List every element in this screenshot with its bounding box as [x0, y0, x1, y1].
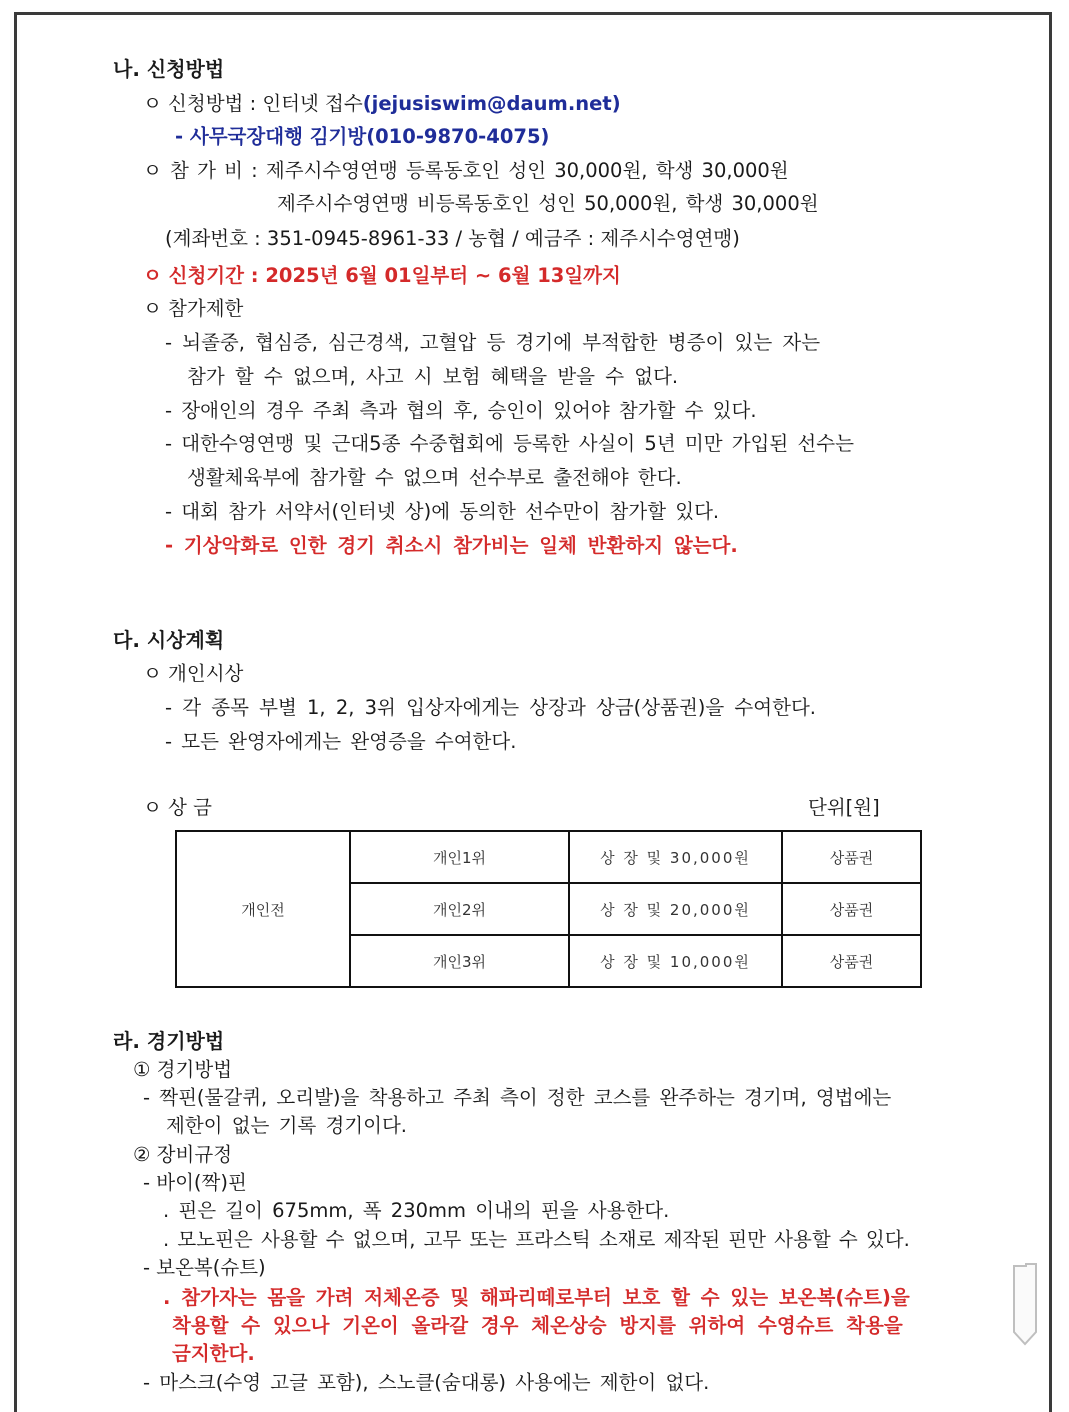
prize-type: 상품권	[782, 883, 921, 935]
fin-title: - 바이(짝)핀	[143, 1171, 247, 1194]
prize-rank: 개인1위	[350, 831, 569, 883]
suit-title: - 보온복(슈트)	[143, 1256, 266, 1279]
application-method-label: ㅇ 신청방법 : 인터넷 접수	[143, 92, 363, 115]
application-contact: - 사무국장대행 김기방(010-9870-4075)	[175, 125, 550, 148]
restriction-title: ㅇ 참가제한	[143, 297, 244, 320]
restriction-1b: 참가 할 수 없으며, 사고 시 보험 혜택을 받을 수 없다.	[187, 365, 679, 388]
prize-rank: 개인3위	[350, 935, 569, 987]
individual-award-title: ㅇ 개인시상	[143, 662, 244, 685]
section-title-awards: 다. 시상계획	[113, 628, 225, 652]
fin-rule-1: . 핀은 길이 675mm, 폭 230mm 이내의 핀을 사용한다.	[163, 1199, 670, 1222]
restriction-3b: 생활체육부에 참가할 수 없으며 선수부로 출전해야 한다.	[187, 466, 682, 489]
bookmark-scroll-icon[interactable]	[1012, 1262, 1038, 1346]
individual-award-1: - 각 종목 부별 1, 2, 3위 입상자에게는 상장과 상금(상품권)을 수여한다.	[165, 696, 816, 719]
application-email: (jejusiswim@daum.net)	[362, 92, 621, 115]
prize-award: 상 장 및 30,000원	[569, 831, 782, 883]
prize-type: 상품권	[782, 935, 921, 987]
section-title-application: 나. 신청방법	[113, 57, 225, 81]
application-period: ㅇ 신청기간 : 2025년 6월 01일부터 ~ 6월 13일까지	[143, 264, 621, 287]
fee-line-2: 제주시수영연맹 비등록동호인 성인 50,000원, 학생 30,000원	[277, 192, 819, 215]
restriction-3a: - 대한수영연맹 및 근대5종 수중협회에 등록한 사실이 5년 미만 가입된 선수는	[165, 432, 854, 455]
individual-award-2: - 모든 완영자에게는 완영증을 수여한다.	[165, 730, 517, 753]
fee-line-1: ㅇ 참 가 비 : 제주시수영연맹 등록동호인 성인 30,000원, 학생 30,000원	[143, 159, 789, 182]
restriction-1a: - 뇌졸중, 협심증, 심근경색, 고혈압 등 경기에 부적합한 병증이 있는 자는	[165, 331, 821, 354]
restriction-5: - 기상악화로 인한 경기 취소시 참가비는 일체 반환하지 않는다.	[165, 534, 738, 557]
prize-rank: 개인2위	[350, 883, 569, 935]
competition-method-1a: - 짝핀(물갈퀴, 오리발)을 착용하고 주최 측이 정한 코스를 완주하는 경기며, 영법에는	[143, 1086, 892, 1109]
table-row	[176, 831, 921, 883]
prize-title: ㅇ 상 금	[143, 796, 212, 819]
suit-rule-1c: 금지한다.	[172, 1342, 255, 1365]
prize-type: 상품권	[782, 831, 921, 883]
competition-method-1b: 제한이 없는 기록 경기이다.	[166, 1114, 408, 1137]
fin-rule-2: . 모노핀은 사용할 수 없으며, 고무 또는 프라스틱 소재로 제작된 핀만 사용할 수 있다.	[163, 1228, 910, 1251]
restriction-2: - 장애인의 경우 주최 측과 협의 후, 승인이 있어야 참가할 수 있다.	[165, 399, 757, 422]
prize-category: 개인전	[176, 831, 350, 987]
account-info: (계좌번호 : 351-0945-8961-33 / 농협 / 예금주 : 제주시수영연맹)	[165, 227, 740, 250]
prize-award: 상 장 및 10,000원	[569, 935, 782, 987]
suit-rule-1a: . 참가자는 몸을 가려 저체온증 및 해파리떼로부터 보호 할 수 있는 보온복(슈트)을	[163, 1286, 910, 1309]
prize-table	[175, 830, 922, 988]
prize-unit: 단위[원]	[808, 796, 880, 819]
mask-rule: - 마스크(수영 고글 포함), 스노클(숨대롱) 사용에는 제한이 없다.	[143, 1371, 710, 1394]
competition-method-title: ① 경기방법	[133, 1058, 233, 1081]
suit-rule-1b: 착용할 수 있으나 기온이 올라갈 경우 체온상승 방지를 위하여 수영슈트 착용을	[172, 1314, 903, 1337]
application-method-line	[143, 91, 621, 117]
section-title-competition: 라. 경기방법	[113, 1029, 225, 1053]
equipment-title: ② 장비규정	[133, 1143, 233, 1166]
prize-award: 상 장 및 20,000원	[569, 883, 782, 935]
restriction-4: - 대회 참가 서약서(인터넷 상)에 동의한 선수만이 참가할 있다.	[165, 500, 720, 523]
